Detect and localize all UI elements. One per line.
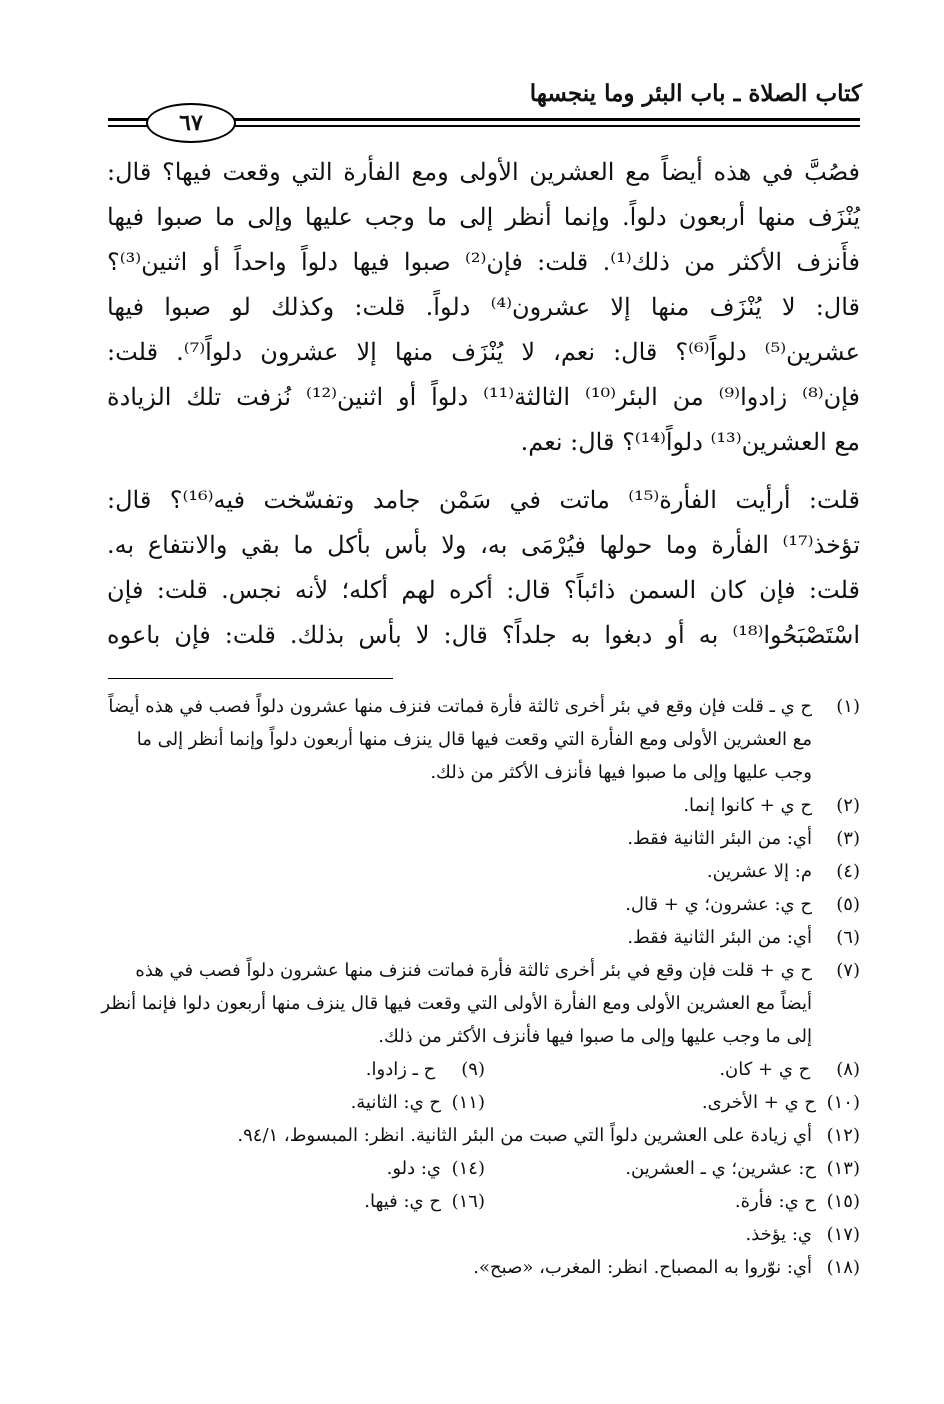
footnote — [735, 1185, 860, 1218]
footnote-pair — [100, 1053, 860, 1086]
footnote-number: (٦) — [836, 927, 860, 948]
page-number: ٦٧ — [146, 103, 236, 143]
footnote — [100, 1251, 860, 1284]
footnote — [100, 789, 860, 822]
text-line: عشرين⁽⁵⁾ دلواً⁽⁶⁾؟ قال: نعم، لا يُنْزَف منها إلا عشرون دلواً⁽⁷⁾. قلت: — [107, 338, 861, 366]
footnote — [625, 1152, 860, 1185]
footnote — [100, 855, 860, 888]
footnote-text: أي زيادة على العشرين دلواً التي صبت من البئر الثانية. انظر: المبسوط، ٩٤/١. — [237, 1125, 812, 1146]
footnote-text: أي: نوّروا به المصباح. انظر: المغرب، «صبح». — [473, 1257, 812, 1278]
text-line: مع العشرين⁽¹³⁾ دلواً⁽¹⁴⁾؟ قال: نعم. — [520, 428, 860, 456]
footnote-text: ح ي: الثانية. — [350, 1092, 441, 1113]
footnote-number: (١٤) — [451, 1158, 485, 1179]
footnote-text: ح ي: عشرون؛ ي + قال. — [625, 894, 812, 915]
footnote — [100, 1119, 860, 1152]
footnote-text: ح ي + قلت فإن وقع في بئر أخرى ثالثة فأرة فماتت فنزف منها عشرون دلواً فصب في هذه أيضاً مع العشرين الأولى ومع الفأرة الأولى التي وقعت فيها قال ينزف منها أربعون دلوا فإنما أنظر إلى ما وجب عليها وإلى ما صبوا فيها فأنزف الأكثر من ذلك. — [101, 960, 812, 1047]
footnote — [100, 822, 860, 855]
footnote-text: ي: يؤخذ. — [745, 1224, 812, 1245]
footnote — [100, 1218, 860, 1251]
body-paragraph-1 — [107, 150, 860, 465]
running-header-title: كتاب الصلاة ـ باب البئر وما ينجسها — [529, 80, 862, 107]
text-line: فأَنزف الأكثر من ذلك⁽¹⁾. قلت: فإن⁽²⁾ صبوا فيها دلواً واحداً أو اثنين⁽³⁾؟ — [107, 248, 861, 276]
footnote-pair — [100, 1086, 860, 1119]
footnote — [366, 1053, 485, 1086]
footnote-separator — [108, 678, 393, 679]
text-line: تؤخذ⁽¹⁷⁾ الفأرة وما حولها فيُرْمَى به، ولا بأس بأكل ما بقي والانتفاع به. — [107, 531, 860, 559]
footnote-text: أي: من البئر الثانية فقط. — [627, 927, 812, 948]
footnote-number: (١١) — [451, 1092, 485, 1113]
footnotes — [100, 690, 860, 1284]
footnote-number: (١٥) — [826, 1191, 860, 1212]
footnote — [719, 1053, 860, 1086]
footnote-number: (١٠) — [826, 1092, 860, 1113]
footnote-text: ح ي: فأرة. — [734, 1191, 816, 1212]
footnote-number: (١٣) — [826, 1158, 860, 1179]
footnote-pair — [100, 1152, 860, 1185]
text-line: قال: لا يُنْزَف منها إلا عشرون⁽⁴⁾ دلواً. قلت: وكذلك لو صبوا فيها — [107, 293, 861, 321]
footnote-number: (١٢) — [826, 1125, 860, 1146]
footnote-number: (٣) — [836, 828, 860, 849]
footnote — [364, 1185, 485, 1218]
footnote — [100, 921, 860, 954]
text-line: فصُبَّ في هذه أيضاً مع العشرين الأولى ومع الفأرة التي وقعت فيها؟ قال: — [107, 158, 860, 186]
footnote-text: ح ي + الأخرى. — [701, 1092, 816, 1113]
footnote-text: م: إلا عشرين. — [706, 861, 812, 882]
footnote-text: ح ـ زادوا. — [365, 1059, 436, 1080]
text-line: فإن⁽⁸⁾ زادوا⁽⁹⁾ من البئر⁽¹⁰⁾ الثالثة⁽¹¹⁾ دلواً أو اثنين⁽¹²⁾ نُزفت تلك الزيادة — [107, 383, 860, 411]
footnote-text: ح: عشرين؛ ي ـ العشرين. — [625, 1158, 816, 1179]
footnote — [351, 1086, 485, 1119]
footnote-number: (٨) — [836, 1059, 860, 1080]
footnote-text: أي: من البئر الثانية فقط. — [627, 828, 812, 849]
footnote-text: ح ي + كان. — [719, 1059, 811, 1080]
footnote-number: (٢) — [836, 795, 860, 816]
text-line: يُنْزَف منها أربعون دلواً. وإنما أنظر إلى ما وجب عليها وإلى ما صبوا فيها — [107, 203, 860, 231]
footnote-number: (١٧) — [826, 1224, 860, 1245]
footnote-number: (٩) — [461, 1059, 485, 1080]
footnote-text: ح ي + كانوا إنما. — [683, 795, 812, 816]
footnote-pair — [100, 1185, 860, 1218]
text-line: قلت: أرأيت الفأرة⁽¹⁵⁾ ماتت في سَمْن جامد وتفسّخت فيه⁽¹⁶⁾؟ قال: — [107, 486, 860, 514]
footnote — [100, 888, 860, 921]
footnote-text: ي: دلو. — [386, 1158, 441, 1179]
footnote-number: (٥) — [836, 894, 860, 915]
footnote-text: ح ي ـ قلت فإن وقع في بئر أخرى ثالثة فأرة فماتت فنزف منها عشرون دلواً فصب في هذه أيضاً مع العشرين الأولى ومع الفأرة التي وقعت فيها قال ينزف منها أربعون دلواً وإنما أنظر إلى ما وجب عليها وإلى ما صبوا فيها فأنزف الأكثر من ذلك. — [108, 696, 812, 783]
footnote-number: (١٦) — [451, 1191, 485, 1212]
footnote-number: (٤) — [836, 861, 860, 882]
footnote — [100, 954, 860, 1053]
text-line: قلت: فإن كان السمن ذائباً؟ قال: أكره لهم أكله؛ لأنه نجس. قلت: فإن — [107, 576, 860, 604]
footnote — [387, 1152, 485, 1185]
footnote-number: (٧) — [836, 960, 860, 981]
footnote-number: (١) — [836, 696, 860, 717]
text-line: اسْتَصْبَحُوا⁽¹⁸⁾ به أو دبغوا به جلداً؟ قال: لا بأس بذلك. قلت: فإن باعوه — [107, 621, 860, 649]
footnote — [702, 1086, 860, 1119]
body-paragraph-2 — [107, 478, 860, 658]
footnote-text: ح ي: فيها. — [364, 1191, 441, 1212]
footnote-number: (١٨) — [826, 1257, 860, 1278]
footnote — [100, 690, 860, 789]
